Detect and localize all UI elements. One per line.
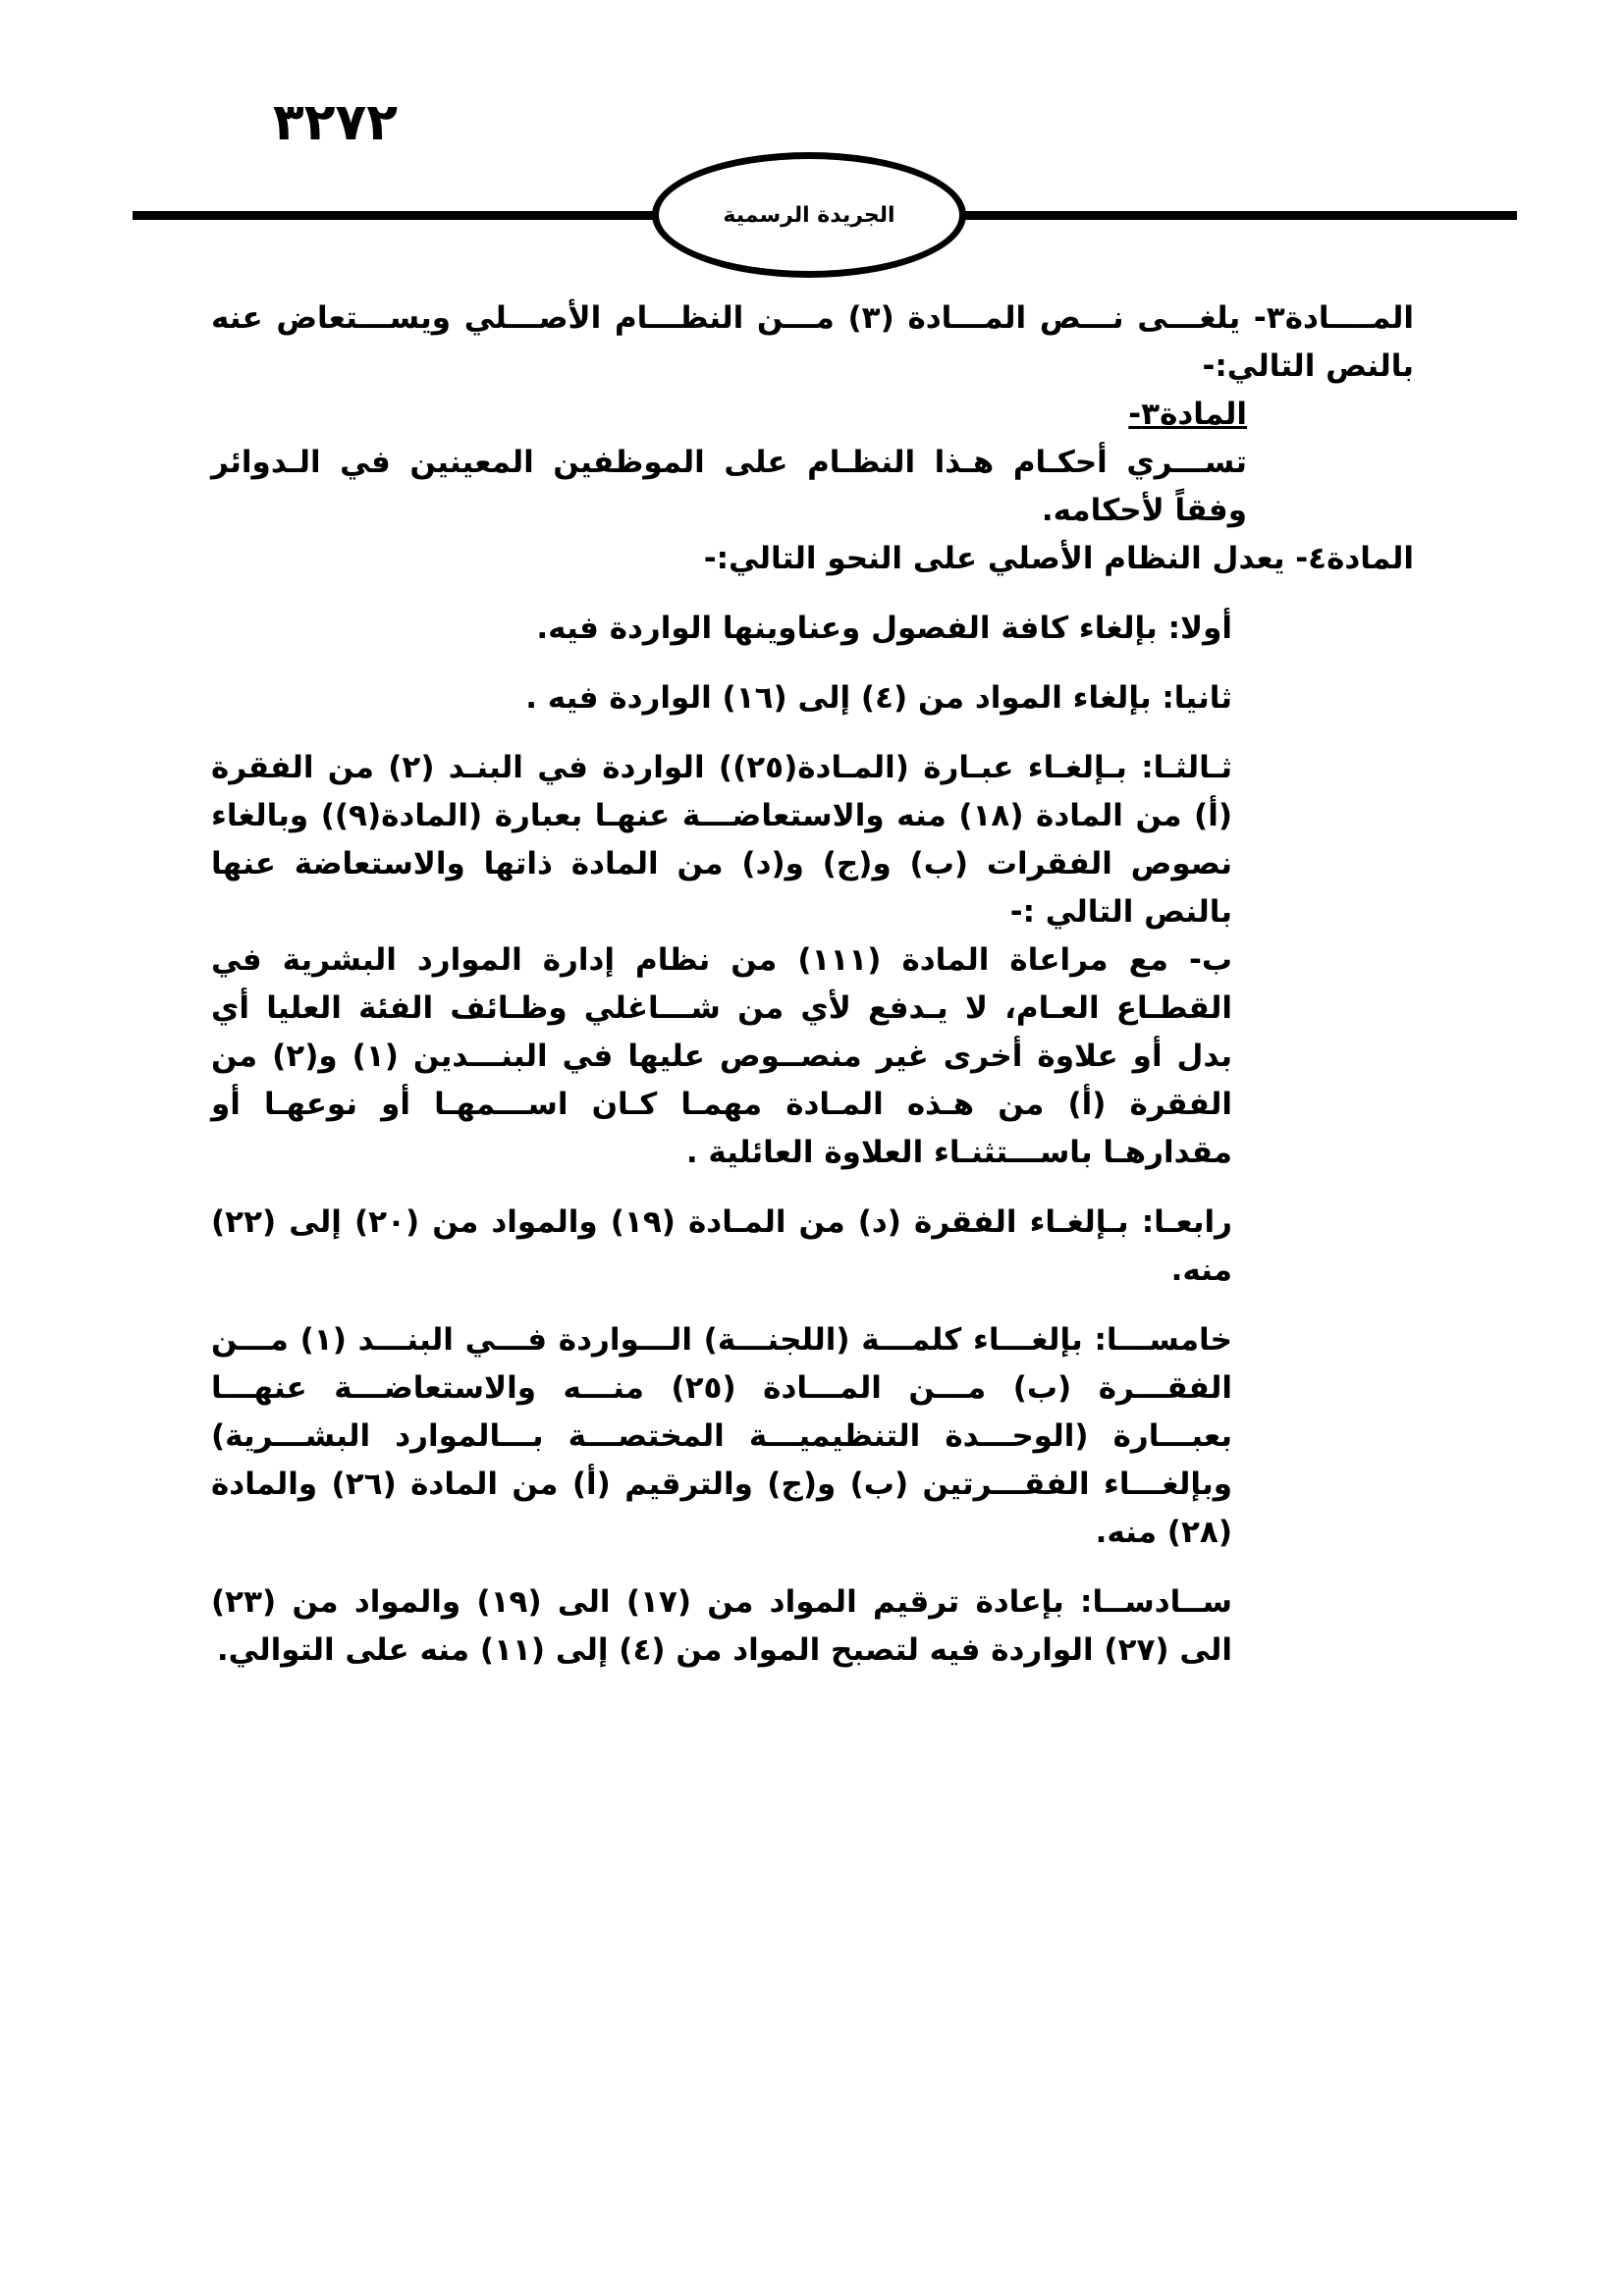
gazette-title: الجريدة الرسمية	[723, 202, 895, 228]
document-body	[211, 294, 1414, 1675]
page-number: ٣٢٧٢	[273, 93, 398, 152]
article-4-fifth: خامســـا: بإلغـــاء كلمـــة (اللجنـــة) الـــواردة فـــي البنـــد (١) مـــن الفقـــرة (ب) مـــن المـــادة (٢٥) منـــه والاستعاضـــة عنهـــا بعبـــارة (الوحـــدة التنظيميـــة المختصـــة بـــالموارد البشـــرية) وبإلغـــاء الفقـــرتين (ب) و(ج) والترقيم (أ) من المادة (٢٦) والمادة (٢٨) منه.	[211, 1322, 1232, 1550]
article-4-first: أولا: بإلغاء كافة الفصول وعناوينها الواردة فيه.	[536, 611, 1232, 646]
gazette-title-oval	[652, 152, 966, 278]
article-4-third-b: ب- مع مراعاة المادة (١١١) من نظام إدارة الموارد البشرية في القطـاع العـام، لا يـدفع لأي من شـــاغلي وظـائف الفئة العليا أي بدل أو علاوة أخرى غير منصــوص عليها في البنـــدين (١) و(٢) من الفقرة (أ) من هـذه المـادة مهمـا كـان اســـمهـا أو نوعهـا أو مقدارهـا باســـتثنـاء العلاوة العائلية .	[211, 942, 1233, 1170]
article-3-sub-text: تســـري أحكـام هـذا النظـام على الموظفين المعينين في الـدوائر وفقاً لأحكامه.	[211, 445, 1247, 528]
article-4-heading: المادة٤- يعدل النظام الأصلي على النحو التالي:-	[703, 541, 1414, 576]
article-4-sixth: ســادســا: بإعادة ترقيم المواد من (١٧) الى (١٩) والمواد من (٢٣) الى (٢٧) الواردة فيه لتصبح المواد من (٤) إلى (١١) منه على التوالي.	[211, 1584, 1232, 1668]
article-3-sub-heading: المادة٣-	[1128, 397, 1247, 432]
article-4-fourth: رابعـا: بـإلغـاء الفقرة (د) من المـادة (١٩) والمواد من (٢٠) إلى (٢٢) منه.	[211, 1204, 1232, 1288]
article-4-third: ثـالثـا: بـإلغـاء عبـارة (المـادة(٢٥)) الواردة في البنـد (٢) من الفقرة (أ) من المادة (١٨) منه والاستعاضـــة عنهـا بعبارة (المادة(٩)) وبالغاء نصوص الفقرات (ب) و(ج) و(د) من المادة ذاتها والاستعاضة عنها بالنص التالي :-	[211, 750, 1233, 930]
header-rule-right	[957, 211, 1517, 220]
article-3-heading: المــــادة٣- يلغـــى نـــص المـــادة (٣) مـــن النظـــام الأصـــلي ويســـتعاض عنه بالنص التالي:-	[211, 300, 1414, 384]
header-rule-left	[133, 211, 663, 220]
article-4-second: ثانيا: بإلغاء المواد من (٤) إلى (١٦) الواردة فيه .	[525, 680, 1232, 716]
